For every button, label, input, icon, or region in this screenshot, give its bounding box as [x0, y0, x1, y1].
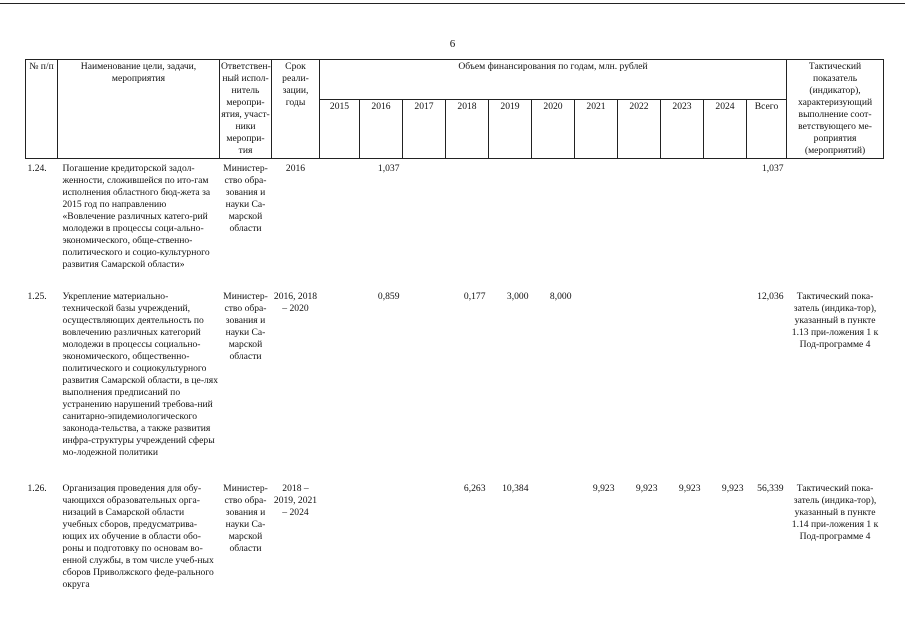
header-year: 2017	[403, 100, 446, 159]
row-name: Укрепление материально-технической базы учреждений, осуществляющих деятельность по вовлечению различных категорий молодежи в процессы социально-экономического, общественно-политического и социокультурного развития Самарской области, в це-лях выполнения предписаний по устранению нарушений требова-ний санитарно-эпидемиологического законода-тельства, а также развития инфра-структуры учреждений сферы мо-лодежной политики	[62, 291, 219, 458]
row-value: 3,000	[506, 291, 529, 302]
header-year: 2024	[704, 100, 747, 159]
row-value	[489, 159, 532, 288]
row-value: 6,263	[463, 483, 486, 494]
row-value: 9,923	[592, 483, 615, 494]
row-value: 0,859	[377, 291, 400, 302]
table-row	[26, 479, 884, 591]
row-indicator	[787, 159, 884, 288]
row-value	[403, 287, 446, 479]
row-value	[704, 159, 747, 288]
row-value: 1,037	[377, 163, 400, 174]
row-value	[704, 287, 747, 479]
row-value	[446, 159, 489, 288]
header-name: Наименование цели, задачи, мероприятия	[58, 60, 220, 159]
row-value	[532, 479, 575, 591]
row-number: 1.26.	[27, 483, 47, 494]
header-total: Всего	[747, 100, 787, 159]
row-number: 1.25.	[27, 291, 47, 302]
table-row	[26, 159, 884, 288]
row-term: 2016	[285, 163, 306, 174]
row-value	[320, 159, 360, 288]
row-value: 9,923	[678, 483, 701, 494]
row-responsible: Министер-ство обра-зования и науки Са-марской области	[223, 291, 268, 362]
row-value	[661, 287, 704, 479]
row-value	[403, 159, 446, 288]
row-name: Организация проведения для обу-чающихся образовательных орга-низаций в Самарской области учебных сборов, предусматрива-ющих их обучение в области обо-роны и подготовку по основам во-енной службы, в том числе учеб-ных сборов Приволжского феде-рального округа	[62, 483, 214, 590]
header-year: 2018	[446, 100, 489, 159]
row-value: 9,923	[721, 483, 744, 494]
top-rule	[0, 3, 905, 4]
row-responsible: Министер-ство обра-зования и науки Са-марской области	[223, 163, 268, 234]
header-responsible: Ответствен-ный испол-нитель меропри-ятия, участ-ники меропри-тия	[220, 60, 272, 159]
row-value	[575, 287, 618, 479]
row-term: 2016, 2018 – 2020	[273, 291, 318, 314]
row-name: Погашение кредиторской задол-женности, сложившейся по ито-гам исполнения областного бюд-жета за 2015 год по направлению «Вовлечение различных катего-рий молодежи в процессы соци-ально-экономического, обще-ственно-политического и социо-культурного развития Самарской области»	[62, 163, 211, 270]
row-value	[532, 159, 575, 288]
row-value	[618, 159, 661, 288]
row-number: 1.24.	[27, 163, 47, 174]
row-value: 9,923	[635, 483, 658, 494]
row-total: 12,036	[757, 291, 784, 302]
header-term: Срок реали-зации, годы	[272, 60, 320, 159]
row-value	[360, 479, 403, 591]
row-value: 8,000	[549, 291, 572, 302]
row-value	[320, 287, 360, 479]
table-row	[26, 287, 884, 479]
row-term: 2018 – 2019, 2021 – 2024	[273, 483, 318, 518]
row-total: 56,339	[757, 483, 784, 494]
header-year: 2020	[532, 100, 575, 159]
row-value	[403, 479, 446, 591]
header-indicator: Тактический показатель (индикатор), характеризующий выполнение соот-ветствующего ме-роприятия (мероприятий)	[787, 60, 884, 159]
row-total: 1,037	[761, 163, 784, 174]
row-value	[661, 159, 704, 288]
header-year: 2022	[618, 100, 661, 159]
header-financing: Объем финансирования по годам, млн. рублей	[320, 60, 787, 100]
row-value: 10,384	[502, 483, 529, 494]
header-year: 2016	[360, 100, 403, 159]
row-value: 0,177	[463, 291, 486, 302]
row-indicator: Тактический пока-затель (индика-тор), указанный в пункте 1.14 при-ложения 1 к Под-программе 4	[791, 483, 879, 542]
header-year: 2015	[320, 100, 360, 159]
header-no: № п/п	[26, 60, 58, 159]
row-indicator: Тактический пока-затель (индика-тор), указанный в пункте 1.13 при-ложения 1 к Под-программе 4	[791, 291, 879, 350]
page-number: 6	[449, 38, 456, 50]
header-year: 2019	[489, 100, 532, 159]
row-value	[575, 159, 618, 288]
header-year: 2021	[575, 100, 618, 159]
row-responsible: Министер-ство обра-зования и науки Са-марской области	[223, 483, 268, 554]
financing-table	[25, 59, 884, 591]
row-value	[320, 479, 360, 591]
header-year: 2023	[661, 100, 704, 159]
row-value	[618, 287, 661, 479]
